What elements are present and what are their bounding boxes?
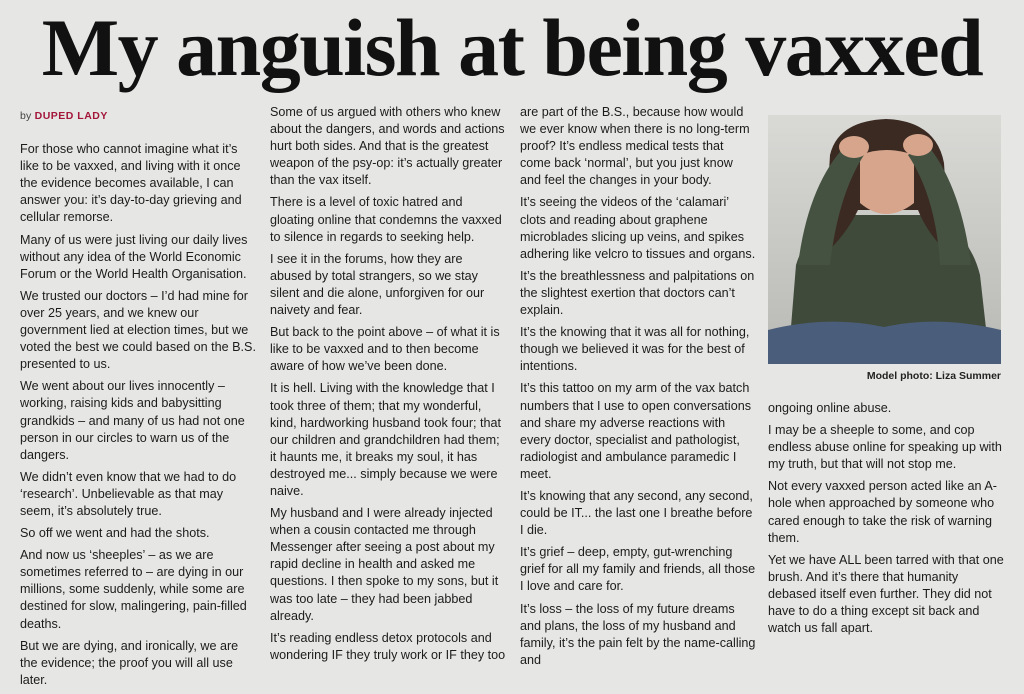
byline: [20, 108, 256, 125]
byline-author: DUPED LADY: [34, 110, 108, 122]
paragraph: But we are dying, and ironically, we are the evidence; the proof you will all use later.: [20, 638, 239, 687]
paragraph: Many of us were just living our daily lives without any idea of the World Economic Forum or the World Health Organisation.: [20, 232, 248, 281]
paragraph: And now us ‘sheeples’ – as we are sometimes referred to – are dying in our millions, some suddenly, while some are destined for slow, malingering, pain-filled deaths.: [20, 548, 247, 631]
article-column-4: [768, 400, 1008, 642]
paragraph: For those who cannot imagine what it’s like to be vaxxed, and living with it once the evidence becomes available, I can answer you: it’s day-to-day grieving and cellular remorse.: [20, 142, 242, 225]
paragraph: I may be a sheeple to some, and cop endless abuse online for speaking up with my truth, but that will not stop me.: [768, 423, 1002, 472]
paragraph: It’s seeing the videos of the ‘calamari’ clots and reading about graphene microblades slicing up veins, and spikes adhering like velcro to tissues and organs.: [520, 195, 756, 261]
paragraph: There is a level of toxic hatred and gloating online that condemns the vaxxed to silence in regards to seeking help.: [270, 195, 502, 244]
paragraph: It’s grief – deep, empty, gut-wrenching grief for all my family and friends, all those I love and care for.: [520, 545, 756, 594]
paragraph: We trusted our doctors – I’d had mine for over 25 years, and we knew our government lied at election times, but we voted the best we could based on the B.S. presented to us.: [20, 288, 256, 372]
headline: My anguish at being vaxxed: [41, 2, 983, 93]
paragraph: are part of the B.S., because how would we ever know when there is no long-term proof? It’s endless medical tests that come back ‘normal’, but you just know and feel the changes in your body.: [520, 105, 750, 188]
paragraph: Not every vaxxed person acted like an A-hole when approached by someone who cared enough to take the risk of warning them.: [768, 479, 997, 545]
paragraph: It’s reading endless detox protocols and wondering IF they truly work or IF they too: [270, 630, 506, 662]
paragraph: We went about our lives innocently – working, raising kids and babysitting grandkids – and many of us had not one person in our circles to warn us of the dangers.: [20, 379, 245, 462]
article-column-2: [270, 104, 506, 669]
paragraph: But back to the point above – of what it is like to be vaxxed and to then become aware of how we’ve been done.: [270, 325, 500, 374]
paragraph: It’s the knowing that it was all for nothing, though we believed it was for the best of intentions.: [520, 325, 750, 374]
paragraph: It’s knowing that any second, any second, could be IT... the last one I breathe before I die.: [520, 488, 753, 538]
paragraph: It is hell. Living with the knowledge that I took three of them; that my wonderful, kind, hardworking husband took four; that our children and grandchildren had them; it haunts me, it breaks my soul, it has destroyed me... simply because we were naive.: [270, 381, 502, 498]
article-photo: [768, 115, 1001, 364]
paragraph: Some of us argued with others who knew about the dangers, and words and actions hurt both sides. And that is the greatest weapon of the psy-op: it’s actually greater than the vax itself.: [270, 105, 505, 188]
photo-caption: Model photo: Liza Summer: [866, 370, 1001, 382]
paragraph: So off we went and had the shots.: [20, 526, 210, 541]
paragraph: It’s loss – the loss of my future dreams and plans, the loss of my husband and family, it’s the pain felt by the name-calling and: [520, 601, 756, 667]
article-column-1: [20, 108, 256, 694]
paragraph: It’s the breathlessness and palpitations on the slightest exertion that doctors can’t explain.: [520, 268, 755, 318]
paragraph: We didn’t even know that we had to do ‘research’. Unbelievable as that may seem, it’s absolutely true.: [20, 469, 237, 518]
woman-holding-head-illustration: [768, 115, 1001, 364]
article-column-3: [520, 104, 756, 674]
paragraph: It’s this tattoo on my arm of the vax batch numbers that I use to open conversations and share my adverse reactions with every doctor, specialist and pathologist, radiologist and ambulance paramedic I meet.: [520, 381, 752, 481]
paragraph: ongoing online abuse.: [768, 401, 892, 415]
byline-by: by: [20, 110, 32, 122]
paragraph: Yet we have ALL been tarred with that one brush. And it’s there that humanity debased itself even further. They did not have to do a thing except sit back and watch us fall apart.: [768, 552, 1004, 636]
paragraph: My husband and I were already injected when a cousin contacted me through Messenger after seeing a post about my rapid decline in health and asked me questions. I then spoke to my sons, but it was too late – they had been jabbed already.: [270, 506, 499, 623]
paragraph: I see it in the forums, how they are abused by total strangers, so we stay silent and die alone, unforgiven for our naivety and fear.: [270, 251, 485, 318]
